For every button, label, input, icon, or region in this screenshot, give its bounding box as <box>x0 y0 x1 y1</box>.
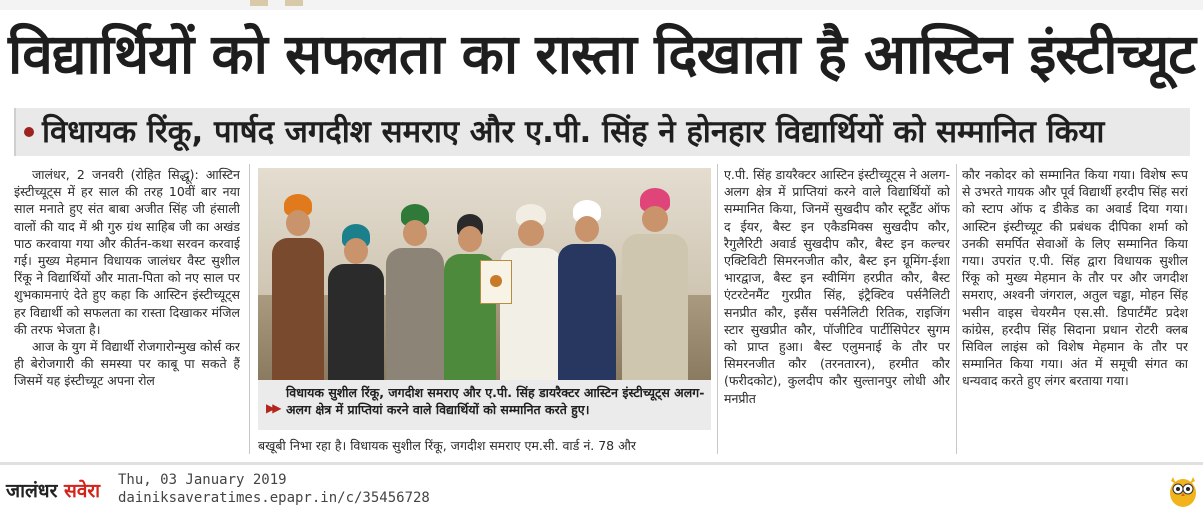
certificate <box>480 260 512 304</box>
column-divider <box>249 164 250 454</box>
photo-person <box>386 204 444 380</box>
article-paragraph: आज के युग में विद्यार्थी रोजगारोन्मुख कोर्स कर ही बेरोजगारी की समस्या पर काबू पा सकते हैं जिसमें यह इंस्टीच्यूट अपना रोल <box>14 339 240 389</box>
column-divider <box>956 164 957 454</box>
article-paragraph: जालंधर, 2 जनवरी (रोहित सिद्धू): आस्टिन इंस्टीच्यूट्स में हर साल की तरह 10वीं बार नया साल मनाते हुए संत बाबा अजीत सिंह जी हंसाली वालों की याद में श्री गुरु ग्रंथ साहिब जी का अखंड पाठ करवाया गया और कीर्तन-कथा सरवन करवाई गई। मुख्य मेहमान विधायक जालंधर वैस्ट सुशील रिंकू ने विद्यार्थियों और माता-पिता को नए साल पर शुभकामनाएं देते हुए कहा कि आस्टिन इंस्टीच्यूट्स हर विद्यार्थी को सफलता का रास्ता दिखाकर मंजिल की तरफ भेजता है। <box>14 167 240 337</box>
photo-caption <box>258 380 711 430</box>
clip-url[interactable]: dainiksaveratimes.epapr.in/c/35456728 <box>118 490 430 506</box>
double-arrow-icon: ▶▶ <box>266 401 279 415</box>
photo-person <box>622 188 688 380</box>
photo-person <box>328 224 384 380</box>
photo-person <box>558 200 616 380</box>
bullet-icon <box>24 127 34 137</box>
column-divider <box>717 164 718 454</box>
top-strip-marker <box>285 0 303 6</box>
news-photo <box>258 168 711 380</box>
clip-edge <box>0 462 1203 465</box>
brand-part-1: जालंधर <box>6 480 58 502</box>
brand-part-2: सवेरा <box>63 480 101 502</box>
subheadline-bar <box>14 108 1190 156</box>
top-strip-marker <box>250 0 268 6</box>
article-column-3 <box>724 166 950 438</box>
article-paragraph: ए.पी. सिंह डायरैक्टर आस्टिन इंस्टीच्यूट्स ने अलग-अलग क्षेत्र में प्राप्तियां करने वाले विद्यार्थियों को सम्मानित किया, जिनमें सुखदीप कौर स्टूडैंट ऑफ द ईयर, बैस्ट इन एकैडमिक्स सुखदीप कौर, रैगुलैरिटी अवार्ड सुखदीप कौर, बैस्ट इन कल्चर एक्टिविटी सिमरनजीत कौर, बैस्ट इन ग्रूमिंग-ईशा भारद्वाज, बैस्ट इन स्वीमिंग हरप्रीत कौर, बैस्ट एंटरटेनमैंट गुरप्रीत सिंह, इंट्रैक्टिव पर्सनैलिटी सनप्रीत कौर, इसैंस पर्सनैलिटी रितिक, राइजिंग स्टार सुखप्रीत कौर, पॉजीटिव पार्टीसिपेटर सुगम को प्राप्त हुआ। बैस्ट एलुमनाई के तौर पर सिमरनजीत कौर (तरनतारन), हरमीत कौर (फरीदकोट), कुलदीप कौर सुल्तानपुर लोधी और मनप्रीत <box>724 167 950 406</box>
edition-date: Thu, 03 January 2019 <box>118 472 287 488</box>
subheadline: विधायक रिंकू, पार्षद जगदीश समराए और ए.पी. सिंह ने होनहार विद्यार्थियों को सम्मानित किया <box>42 114 1105 150</box>
article-paragraph: कौर नकोदर को सम्मानित किया गया। विशेष रूप से उभरते गायक और पूर्व विद्यार्थी हरदीप सिंह सरां को स्टाप ऑफ द डीकेड का अवार्ड दिया गया। आस्टिन इंस्टीच्यूट की प्रबंधक दीपिका शर्मा को उनकी समर्पित सेवाओं के लिए सम्मानित किया गया। उपरांत ए.पी. सिंह द्वारा विधायक सुशील रिंकू को मुख्य मेहमान के तौर पर और जगदीश समराए, अश्वनी जंगराल, अतुल चड्ढा, मोहन सिंह भसीन वाइस चेयरमैन एस.सी. डिपार्टमैंट प्रदेश कांग्रेस, हरदीप सिंह सिदाना प्रधान रोटरी क्लब सिविल लाइंस को विशेष मेहमान के तौर पर सम्मानित किया गया। अंत में समूची संगत का धन्यवाद करते हुए लंगर बरताया गया। <box>962 167 1188 389</box>
photo-person <box>272 194 324 380</box>
owl-icon <box>1168 474 1198 508</box>
certificate-seal <box>490 275 502 287</box>
headline: विद्यार्थियों को सफलता का रास्ता दिखाता है आस्टिन इंस्टीच्यूट <box>8 22 1195 86</box>
caption-text: विधायक सुशील रिंकू, जगदीश समराए और ए.पी. सिंह डायरैक्टर आस्टिन इंस्टीच्यूट्स अलग-अलग क्षेत्र में प्राप्तियां करने वाले विद्यार्थियों को सम्मानित करते हुए। <box>286 385 705 417</box>
top-strip <box>0 0 1203 10</box>
article-column-1 <box>14 166 240 436</box>
article-column-2-text: बखूबी निभा रहा है। विधायक सुशील रिंकू, जगदीश समराए एम.सी. वार्ड नं. 78 और <box>258 438 636 453</box>
article-column-4 <box>962 166 1188 438</box>
brand-logo <box>6 478 100 504</box>
